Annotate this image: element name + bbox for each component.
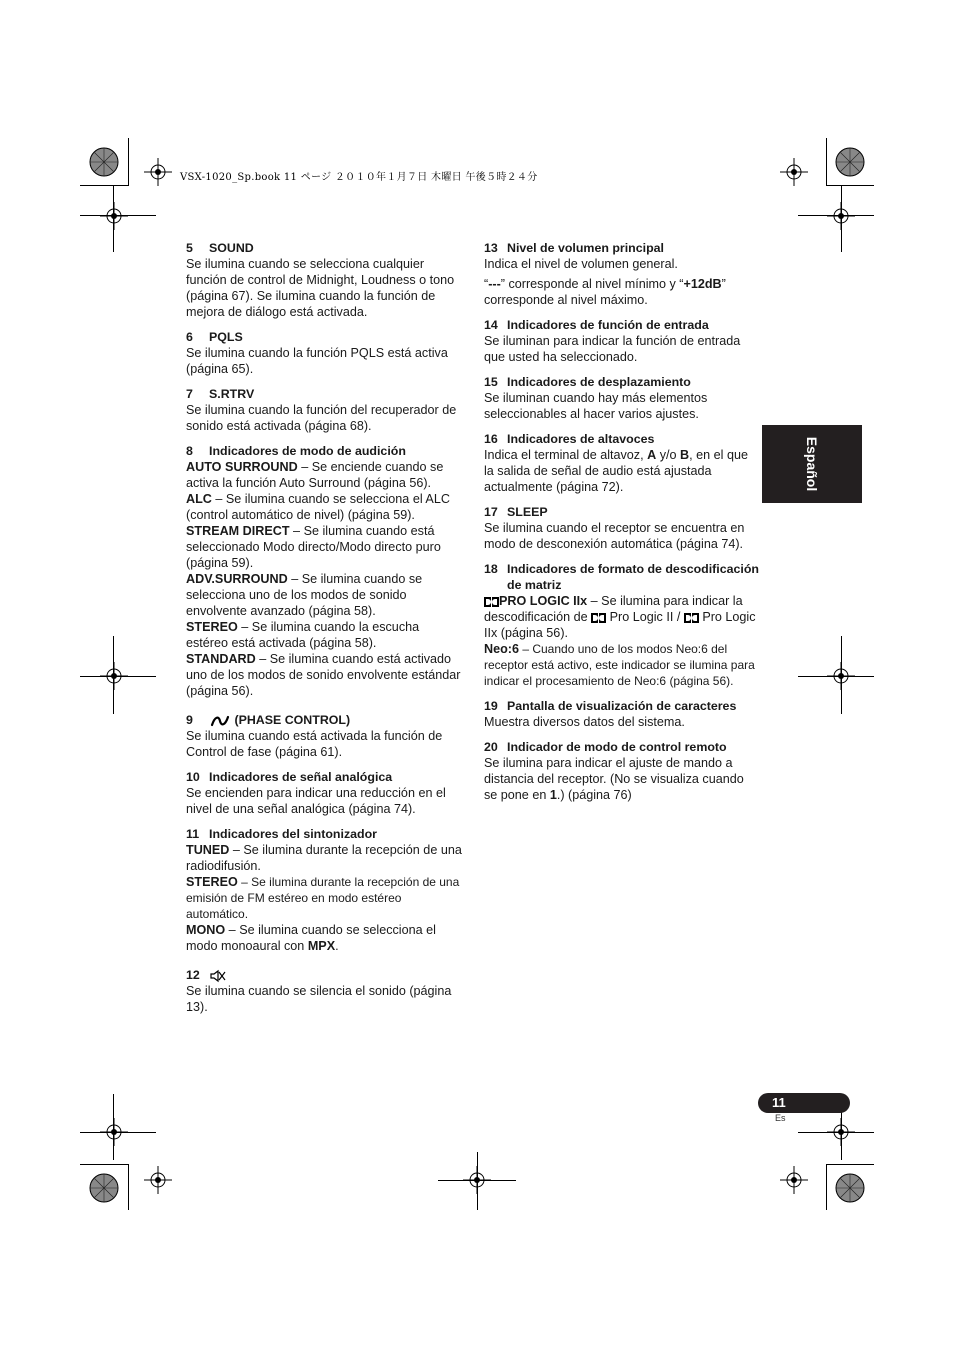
starburst-mark-top-right [834,146,866,178]
sub-term: STANDARD [186,652,256,666]
sub-item [186,842,462,874]
entry-matrix-decoding-indicators [484,561,760,689]
entry-mute [186,967,462,1015]
entry-pqls [186,329,462,377]
mpx-key: MPX [307,939,336,953]
entry-number: 16 [484,432,498,446]
entry-listening-mode-indicators [186,443,462,699]
entry-number: 17 [484,505,498,519]
entry-title: Indicadores del sintonizador [209,827,377,841]
entry-number: 18 [484,562,498,576]
crosshair-mark [780,1166,808,1194]
entry-number: 19 [484,699,498,713]
sub-text: – Se ilumina cuando se selecciona el modo monoaural con [186,923,436,953]
crosshair-mark [144,158,172,186]
entry-title: PQLS [209,330,243,344]
phase-control-icon [209,714,231,728]
sub-term: STEREO [186,875,238,889]
sub-item [186,651,462,699]
sub-term: Neo:6 [484,642,519,656]
language-tab-label: Español [804,436,820,492]
crosshair-mark [100,202,128,230]
entry-speaker-indicators [484,431,760,495]
entry-number: 5 [186,241,193,255]
sub-item [186,523,462,571]
sub-item: MONO – Se ilumina cuando se selecciona el modo monoaural con MPX. [186,923,436,953]
entry-body: Muestra diversos datos del sistema. [484,715,685,729]
entry-number: 10 [186,770,200,784]
entry-number: 12 [186,968,200,982]
entry-body: Se encienden para indicar una reducción en el nivel de una señal analógica (página 74). [186,786,446,816]
sub-text: – Se ilumina cuando se selecciona el ALC (control automático de nivel) (página 59). [186,492,450,522]
entry-title: Indicador de modo de control remoto [507,740,727,754]
sub-term: STREAM DIRECT [186,524,290,538]
entry-title: Indicadores de modo de audición [209,444,406,458]
entry-number: 8 [186,444,193,458]
crosshair-mark [144,1166,172,1194]
sub-term: ALC [186,492,212,506]
sub-term: STEREO [186,620,238,634]
entry-number: 20 [484,740,498,754]
sub-text: – Se enciende cuando se activa la función Auto Surround (página 56). [186,460,444,490]
entry-character-display [484,698,760,730]
entry-body: Se iluminan para indicar la función de entrada que usted ha seleccionado. [484,334,741,364]
entry-number: 7 [186,387,193,401]
entry-title: SLEEP [507,505,548,519]
sub-item: PRO LOGIC IIx – Se ilumina para indicar la descodificación de Pro Logic II / Pro Logic IIx (página 56). [484,594,756,640]
entry-tuner-indicators [186,826,462,954]
sub-text: – Se ilumina durante la recepción de una radiodifusión. [186,843,462,873]
print-header-line: VSX-1020_Sp.book 11 ページ ２０１０年１月７日 木曜日 午後５時２４分 [180,172,538,183]
sub-term: TUNED [186,843,230,857]
entry-number: 11 [186,827,200,841]
entry-remote-control-mode [484,739,760,803]
sub-text: – Se ilumina durante la recepción de una emisión de FM estéreo en modo estéreo automático. [186,875,460,921]
starburst-mark-bottom-right [834,1172,866,1204]
sub-item [186,459,462,491]
language-tab [762,425,862,503]
entry-title: (PHASE CONTROL) [234,713,351,727]
sub-term: MONO [186,923,226,937]
entry-number: 9 [186,713,193,727]
entry-srtrv [186,386,462,434]
entry-master-volume [484,240,760,308]
volume-min: --- [488,277,501,291]
crosshair-mark [780,158,808,186]
mute-icon [209,969,227,983]
entry-body: Indica el terminal de altavoz, A y/o B, en el que la salida de señal de audio está ajustada actualmente (página 72). [484,448,748,494]
entry-number: 14 [484,318,498,332]
entry-title: Indicadores de altavoces [507,432,655,446]
page-number: 11 [772,1095,786,1110]
entry-body: Se ilumina para indicar el ajuste de mando a distancia del receptor. (No se visualiza cuando se pone en 1.) (página 76) [484,756,744,802]
entry-title: Indicadores de formato de descodificación de matriz [507,562,759,592]
starburst-mark-top-left [88,146,120,178]
sub-term: PRO LOGIC IIx [499,594,588,608]
entry-number: 6 [186,330,193,344]
entry-body: Se ilumina cuando la función del recuperador de sonido está activada (página 68). [186,403,457,433]
dolby-double-d-icon [484,597,499,607]
sub-item [186,619,462,651]
sub-item [186,874,462,922]
entry-body: Se ilumina cuando la función PQLS está activa (página 65). [186,346,448,376]
entry-title: Indicadores de señal analógica [209,770,393,784]
entry-body: Indica el nivel de volumen general. [484,257,678,271]
sub-term: AUTO SURROUND [186,460,298,474]
entry-scroll-indicators [484,374,760,422]
entry-title: Indicadores de desplazamiento [507,375,691,389]
entry-body: Se iluminan cuando hay más elementos seleccionables al hacer varios ajustes. [484,391,708,421]
volume-range-text: “---” corresponde al nivel mínimo y “+12dB” corresponde al nivel máximo. [484,277,726,307]
sub-item [186,571,462,619]
volume-max: +12dB [683,277,722,291]
sub-text: – Se ilumina cuando está seleccionado Modo directo/Modo directo puro (página 59). [186,524,441,570]
page-number-badge [758,1093,850,1113]
dolby-double-d-icon [684,613,699,623]
sub-text: – Se ilumina cuando se selecciona uno de los modos de sonido envolvente avanzado (página 58). [186,572,423,618]
dolby-double-d-icon [591,613,606,623]
starburst-mark-bottom-left [88,1172,120,1204]
left-column [186,240,462,1024]
entry-phase-control [186,712,462,760]
entry-title: Indicadores de función de entrada [507,318,709,332]
entry-body: Se ilumina cuando está activada la función de Control de fase (página 61). [186,729,443,759]
sub-text: – Se ilumina cuando la escucha estéreo está activada (página 58). [186,620,420,650]
sub-text: – Se ilumina cuando está activado uno de los modos de sonido envolvente estándar (página 56). [186,652,461,698]
entry-input-function-indicators [484,317,760,365]
page-language-code: Es [775,1113,786,1123]
entry-title: Pantalla de visualización de caracteres [507,699,737,713]
entry-title: SOUND [209,241,254,255]
entry-analog-signal-indicators [186,769,462,817]
sub-term: ADV.SURROUND [186,572,288,586]
right-column [484,240,760,812]
entry-body: Se ilumina cuando se silencia el sonido (página 13). [186,984,452,1014]
sub-item: Neo:6 – Cuando uno de los modos Neo:6 del receptor está activo, este indicador se ilumina para indicar el procesamiento de Neo:6 (página 56). [484,642,755,688]
entry-sound [186,240,462,320]
entry-title: Nivel de volumen principal [507,241,664,255]
entry-body: Se ilumina cuando el receptor se encuentra en modo de desconexión automática (página 74). [484,521,745,551]
sub-item [186,491,462,523]
entry-number: 13 [484,241,498,255]
entry-sleep [484,504,760,552]
entry-body: Se ilumina cuando se selecciona cualquier función de control de Midnight, Loudness o tono (página 67). Se ilumina cuando la función de mejora de diálogo está activada. [186,257,455,319]
entry-title: S.RTRV [209,387,255,401]
entry-number: 15 [484,375,498,389]
